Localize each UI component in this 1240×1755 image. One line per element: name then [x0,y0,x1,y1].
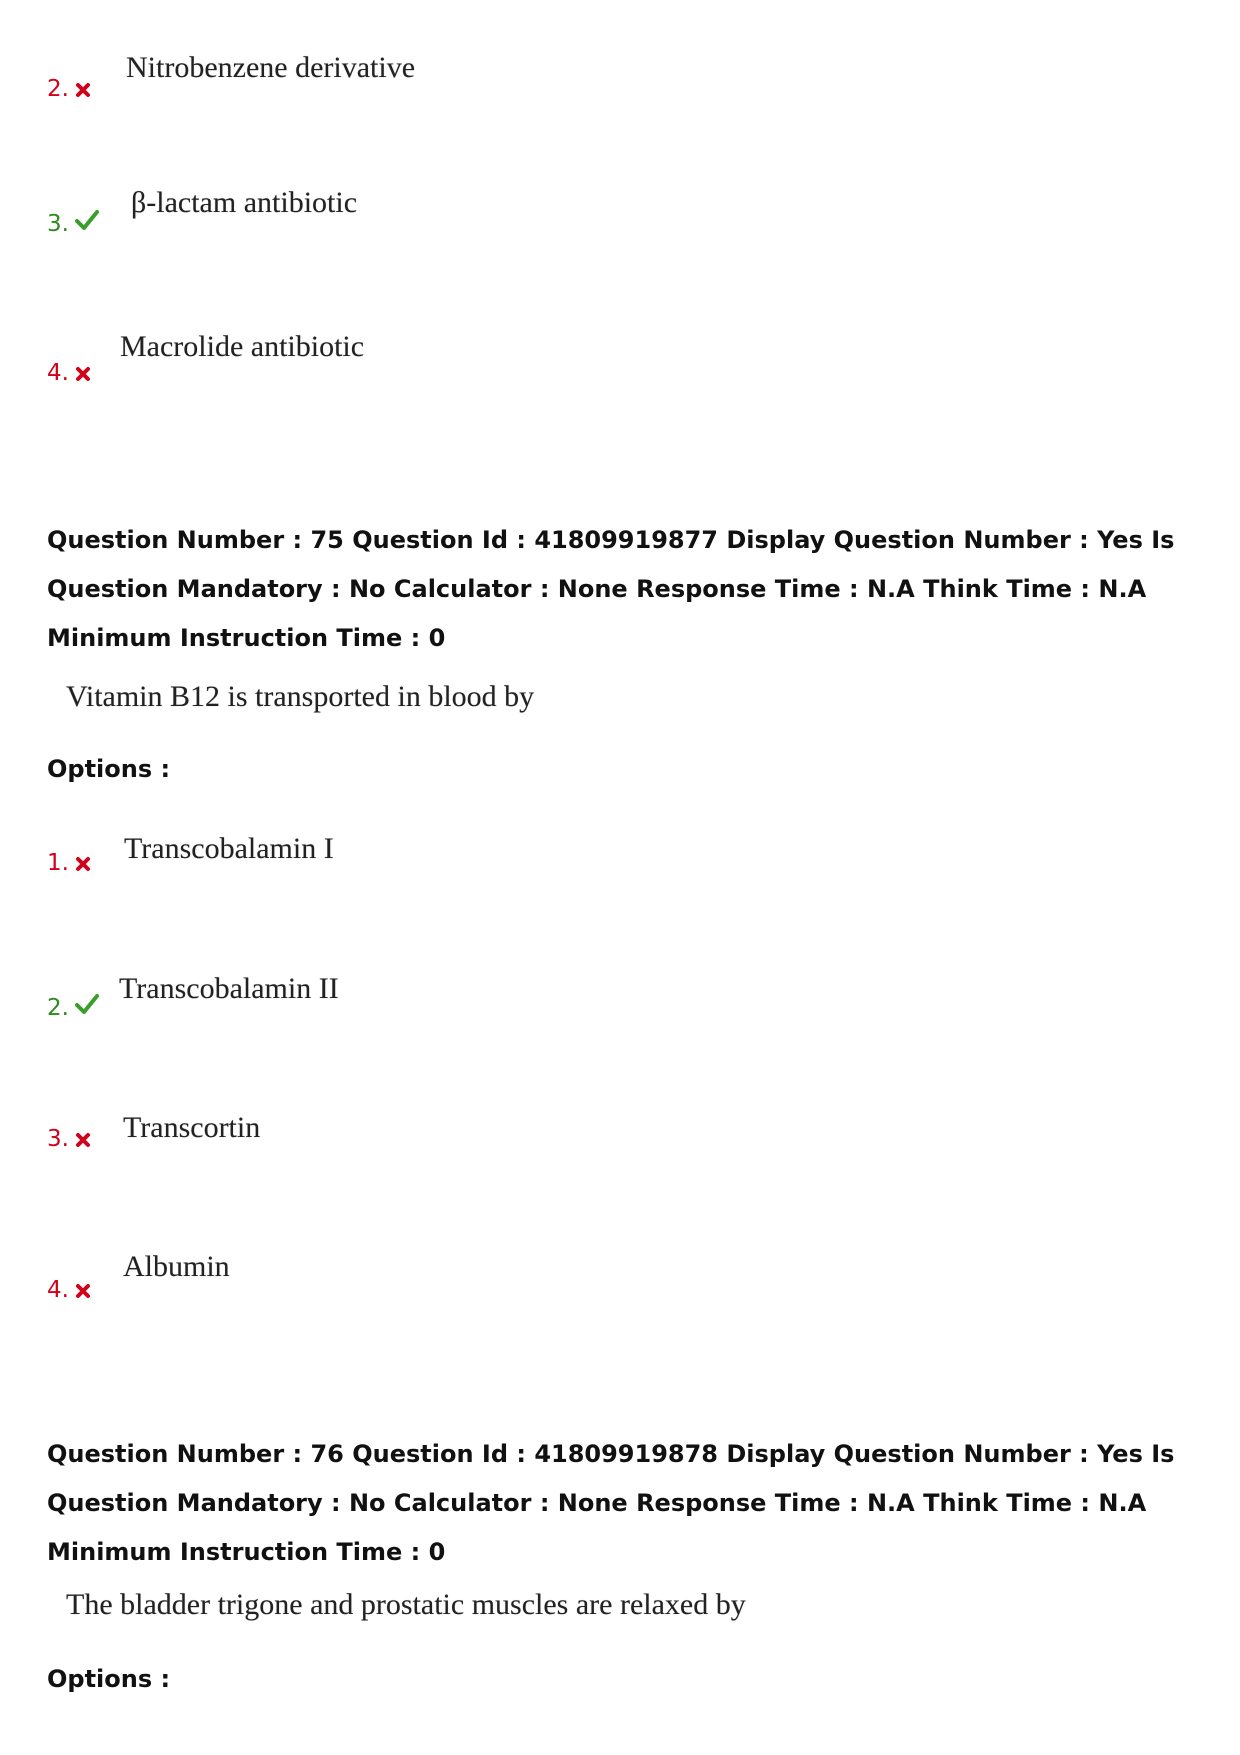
option-text: Transcobalamin II [119,972,339,1005]
option-text: Macrolide antibiotic [120,330,365,363]
check-icon [75,993,99,1019]
option-number: 3. [47,211,69,237]
option-number: 4. [47,1277,69,1303]
option-number: 4. [47,360,69,386]
cross-icon [75,366,91,386]
question-text: The bladder trigone and prostatic muscles are relaxed by [66,1588,746,1621]
option-text: Nitrobenzene derivative [126,51,416,84]
cross-icon [75,1132,91,1152]
cross-icon [75,82,91,102]
question-meta: Question Number : 75 Question Id : 41809919877 Display Question Number : Yes Is Question Mandatory : No Calculator : None Response Time : N.A Think Time : N.A Minimum Instruction Time : 0 [47,526,1175,652]
cross-icon [75,1283,91,1303]
options-label: Options : [47,755,171,783]
option-text: β-lactam antibiotic [131,186,358,219]
question-text: Vitamin B12 is transported in blood by [66,680,535,713]
check-icon [75,209,99,235]
cross-icon [75,856,91,876]
option-text: Transcobalamin I [124,832,334,865]
options-label: Options : [47,1665,171,1693]
question-meta: Question Number : 76 Question Id : 41809919878 Display Question Number : Yes Is Question Mandatory : No Calculator : None Response Time : N.A Think Time : N.A Minimum Instruction Time : 0 [47,1440,1175,1566]
option-number: 2. [47,995,69,1021]
option-number: 2. [47,76,69,102]
option-text: Albumin [123,1250,230,1283]
option-number: 1. [47,850,69,876]
option-number: 3. [47,1126,69,1152]
option-text: Transcortin [123,1111,261,1144]
